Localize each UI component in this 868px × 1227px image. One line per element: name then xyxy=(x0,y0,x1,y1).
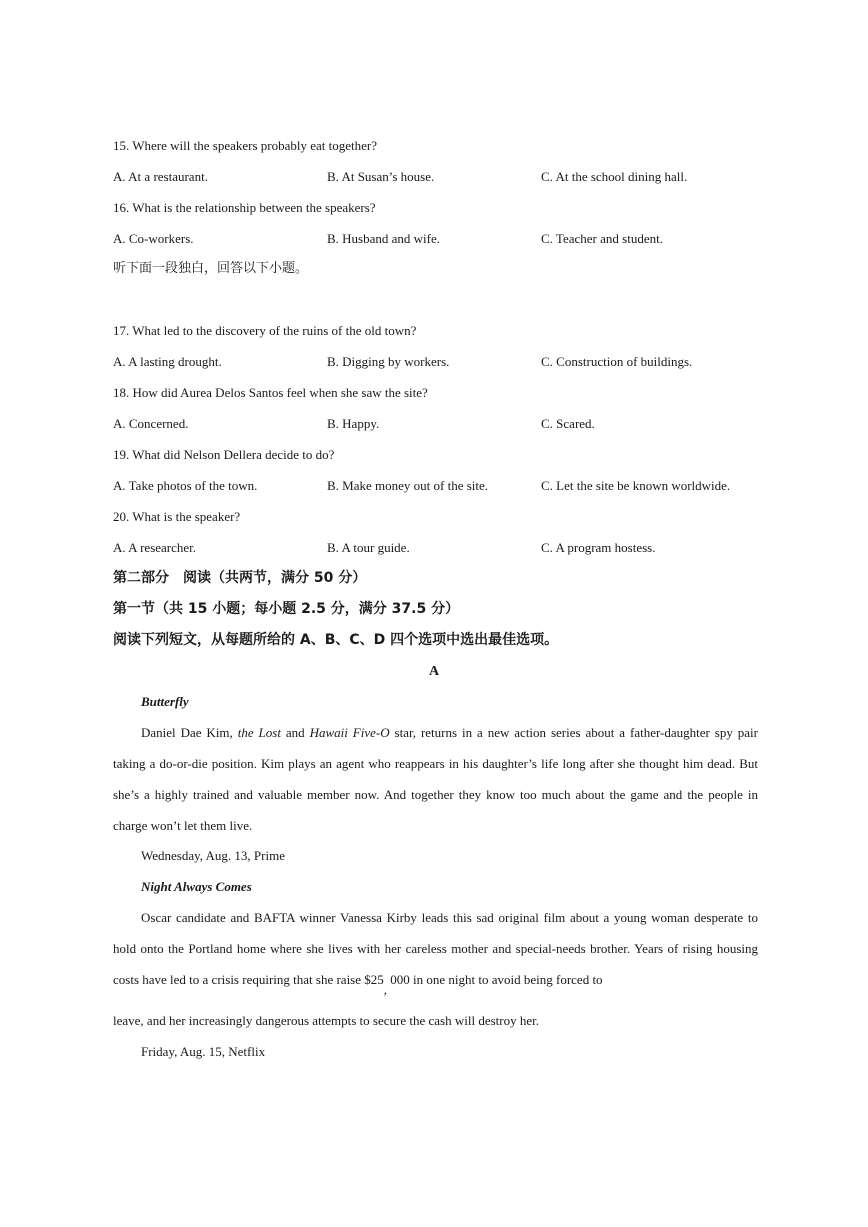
reading-instruction: 阅读下列短文，从每题所给的 A、B、C、D 四个选项中选出最佳选项。 xyxy=(113,632,559,648)
show-description-night-always-comes: Oscar candidate and BAFTA winner Vanessa Kirby leads this sad original film about a young woman desperate to hold onto the Portland home where she lives with her careless mother and special-needs brother. Years of rising housing costs have led to a crisis requiring that she raise $25, 000 in one night to avoid being forced to xyxy=(113,910,758,997)
show-description-night-always-comes-end: leave, and her increasingly dangerous attempts to secure the cash will destroy her. xyxy=(113,1013,539,1028)
q16-option-b: B. Husband and wife. xyxy=(327,231,441,246)
q16-option-c: C. Teacher and student. xyxy=(541,231,663,246)
question-20: 20. What is the speaker? xyxy=(113,509,241,524)
q17-option-b: B. Digging by workers. xyxy=(327,354,450,369)
section1-heading: 第一节（共 15 小题；每小题 2.5 分，满分 37.5 分） xyxy=(113,601,460,617)
q16-option-a: A. Co-workers. xyxy=(113,231,194,246)
q19-option-c: C. Let the site be known worldwide. xyxy=(541,478,731,493)
show-title-night-always-comes: Night Always Comes xyxy=(141,879,252,894)
question-16: 16. What is the relationship between the speakers? xyxy=(113,200,376,215)
q18-option-c: C. Scared. xyxy=(541,416,595,431)
show-date-night-always-comes: Friday, Aug. 15, Netflix xyxy=(141,1044,266,1059)
question-15: 15. Where will the speakers probably eat together? xyxy=(113,138,377,153)
q20-option-c: C. A program hostess. xyxy=(541,540,656,555)
q15-option-b: B. At Susan’s house. xyxy=(327,169,435,184)
q18-option-b: B. Happy. xyxy=(327,416,380,431)
q19-option-a: A. Take photos of the town. xyxy=(113,478,258,493)
q18-option-a: A. Concerned. xyxy=(113,416,189,431)
q15-option-a: A. At a restaurant. xyxy=(113,169,208,184)
passage-label: A xyxy=(428,664,440,679)
show-title-butterfly: Butterfly xyxy=(141,694,189,709)
q20-option-b: B. A tour guide. xyxy=(327,540,410,555)
question-19: 19. What did Nelson Dellera decide to do? xyxy=(113,447,335,462)
q17-option-c: C. Construction of buildings. xyxy=(541,354,693,369)
part2-heading: 第二部分 阅读（共两节，满分 50 分） xyxy=(113,570,367,586)
monologue-note: 听下面一段独白，回答以下小题。 xyxy=(113,261,309,276)
q19-option-b: B. Make money out of the site. xyxy=(327,478,489,493)
question-18: 18. How did Aurea Delos Santos feel when she saw the site? xyxy=(113,385,428,400)
show-description-butterfly: Daniel Dae Kim, the Lost and Hawaii Five-O star, returns in a new action series about a father-daughter spy pair taking a do-or-die position. Kim plays an agent who reappears in his daughter’s life long after she thought him dead. But she’s a highly trained and valuable member now. And together they know too much about the game and the people in charge won’t let them live. xyxy=(113,725,758,833)
question-17: 17. What led to the discovery of the ruins of the old town? xyxy=(113,323,417,338)
q15-option-c: C. At the school dining hall. xyxy=(541,169,688,184)
show-date-butterfly: Wednesday, Aug. 13, Prime xyxy=(141,848,285,863)
q20-option-a: A. A researcher. xyxy=(113,540,197,555)
q17-option-a: A. A lasting drought. xyxy=(113,354,222,369)
